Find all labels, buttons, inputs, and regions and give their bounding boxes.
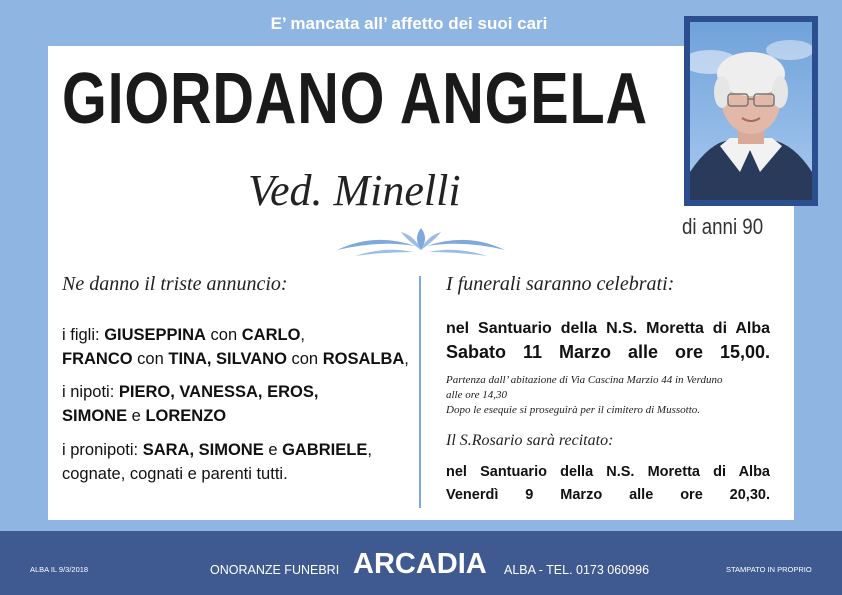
rosary-place: nel Santuario della N.S. Moretta di Alba — [446, 464, 770, 480]
age-text: di anni 90 — [682, 214, 764, 239]
funeral-datetime: Sabato 11 Marzo alle ore 15,00. — [446, 342, 770, 362]
footer-bar — [0, 531, 842, 595]
footer-printed: STAMPATO IN PROPRIO — [726, 565, 812, 574]
floral-ornament-icon — [335, 224, 507, 260]
left-heading: Ne danno il triste annuncio: — [62, 273, 288, 295]
children-line-2: FRANCO con TINA, SILVANO con ROSALBA, — [62, 350, 409, 368]
great-grandchildren-line: i pronipoti: SARA, SIMONE e GABRIELE, — [62, 441, 372, 459]
departure-note-1: Partenza dall’ abitazione di Via Cascina Marzio 44 in Verduno — [446, 374, 723, 386]
footer-brand: ARCADIA — [353, 548, 487, 580]
footer-contact: ALBA - TEL. 0173 060996 — [504, 563, 650, 577]
relatives-line: cognate, cognati e parenti tutti. — [62, 465, 288, 483]
deceased-name: GIORDANO ANGELA — [62, 59, 648, 139]
announcement-text: E’ mancata all’ affetto dei suoi cari — [270, 14, 548, 33]
rosary-datetime: Venerdì 9 Marzo alle ore 20,30. — [446, 487, 770, 503]
grandchildren-line-2: SIMONE e LORENZO — [62, 407, 227, 425]
column-divider — [419, 276, 421, 508]
portrait-photo — [684, 16, 818, 206]
portrait-image — [690, 22, 812, 200]
departure-note-2: alle ore 14,30 — [446, 389, 507, 401]
grandchildren-line-1: i nipoti: PIERO, VANESSA, EROS, — [62, 383, 319, 401]
rosary-heading: Il S.Rosario sarà recitato: — [446, 432, 614, 449]
right-heading: I funerali saranno celebrati: — [446, 273, 675, 295]
deceased-subtitle: Ved. Minelli — [248, 166, 461, 215]
footer-onoranze: ONORANZE FUNEBRI — [210, 563, 340, 577]
burial-note: Dopo le esequie si proseguirà per il cimitero di Mussotto. — [446, 404, 700, 416]
funeral-place: nel Santuario della N.S. Moretta di Alba — [446, 320, 770, 337]
children-line-1: i figli: GIUSEPPINA con CARLO, — [62, 326, 306, 344]
footer-date: ALBA IL 9/3/2018 — [30, 565, 89, 574]
